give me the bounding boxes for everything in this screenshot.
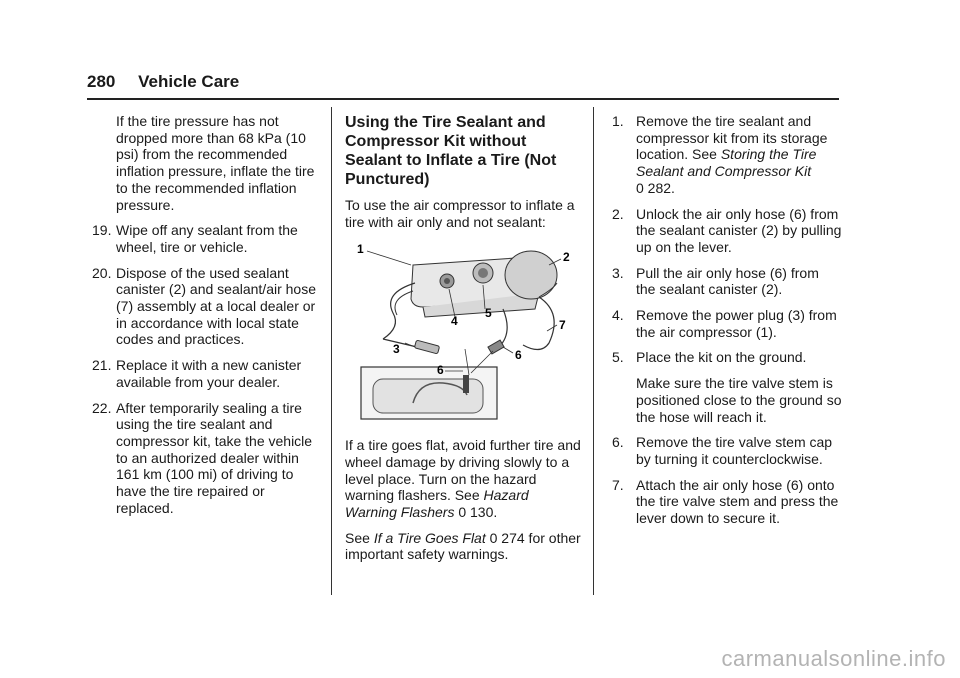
step-number: 5. [612, 349, 624, 366]
para-text-end: for other important safety warnings. [345, 529, 581, 563]
page-header [87, 72, 239, 92]
callout-1: 1 [357, 243, 364, 257]
section-heading: Using the Tire Sealant and Compressor Kit without Sealant to Inflate a Tire (Not Punctured) [345, 114, 557, 188]
step-text: Place the kit on the ground. [636, 349, 807, 366]
step-21 [92, 357, 324, 390]
step-number: 4. [612, 307, 624, 324]
column-right [612, 113, 842, 536]
continuation-paragraph: If the tire pressure has not dropped more than 68 kPa (10 psi) from the recommended inflation pressure, inflate the tire to the recommended inflation pressure. [116, 113, 315, 213]
page-ref[interactable]: 0 274 [489, 529, 525, 546]
step-text: Replace it with a new canister available from your dealer. [116, 357, 302, 390]
step-19 [92, 222, 324, 255]
callout-4: 4 [451, 314, 458, 329]
step-2 [612, 206, 842, 256]
compressor-kit-illustration [353, 243, 575, 421]
step-number: 2. [612, 205, 624, 222]
page-ref[interactable]: 0 282 [636, 179, 672, 196]
column-divider-2 [593, 107, 594, 595]
callout-6-inset: 6 [437, 363, 444, 378]
step-text: Attach the air only hose (6) onto the tire valve stem and press the lever down to secure it. [636, 476, 839, 527]
step-22 [92, 400, 324, 517]
header-rule [87, 98, 839, 100]
step-3 [612, 265, 842, 298]
step-text: Remove the tire valve stem cap by turning it counterclockwise. [636, 434, 833, 467]
tire-goes-flat-link[interactable]: If a Tire Goes Flat [373, 529, 486, 546]
hazard-flashers-link[interactable]: Hazard Warning Flashers [345, 487, 529, 520]
intro-paragraph: To use the air compressor to inflate a tire with air only and not sealant: [345, 197, 575, 230]
step-number: 19. [92, 222, 112, 239]
step-5-note: Make sure the tire valve stem is positioned close to the ground so the hose will reach it. [636, 375, 842, 425]
step-number: 20. [92, 264, 112, 281]
step-text: Remove the tire sealant and compressor kit from its storage location. See [636, 113, 828, 163]
page-number: 280 [87, 72, 116, 91]
column-middle [345, 113, 583, 572]
page-ref[interactable]: 0 130 [458, 503, 494, 520]
step-number: 3. [612, 264, 624, 281]
step-text: Wipe off any sealant from the wheel, tire or vehicle. [116, 222, 298, 255]
step-number: 1. [612, 113, 624, 129]
para-text-end: . [493, 503, 498, 520]
callout-7: 7 [559, 318, 566, 333]
step-number: 22. [92, 399, 112, 416]
step-1 [612, 113, 842, 197]
para-text: See [345, 529, 374, 546]
step-7 [612, 477, 842, 527]
callout-5: 5 [485, 306, 492, 321]
section-title: Vehicle Care [138, 72, 240, 91]
step-text: Unlock the air only hose (6) from the sealant canister (2) by pulling up on the lever. [636, 205, 842, 255]
step-text: After temporarily sealing a tire using the tire sealant and compressor kit, take the vehicle to an authorized dealer within 161 km (100 mi) of driving to have the tire repaired or replaced. [116, 399, 313, 516]
step-number: 7. [612, 476, 624, 493]
step-20 [92, 265, 324, 349]
step-6 [612, 434, 842, 467]
step-5 [612, 349, 842, 366]
para-text: If a tire goes flat, avoid further tire and wheel damage by driving slowly to a level place. Turn on the hazard warning flashers. See [345, 437, 581, 504]
watermark: carmanualsonline.info [721, 646, 946, 671]
storing-kit-link[interactable]: Storing the Tire Sealant and Compressor Kit [636, 146, 817, 180]
step-number: 21. [92, 357, 112, 374]
flat-tire-paragraph [345, 437, 583, 521]
step-text-end: . [671, 179, 675, 196]
step-number: 6. [612, 434, 624, 451]
callout-3: 3 [393, 342, 400, 357]
safety-paragraph [345, 530, 583, 563]
column-divider-1 [331, 107, 332, 595]
column-left [92, 113, 324, 525]
step-text: Remove the power plug (3) from the air compressor (1). [636, 307, 837, 340]
step-text: Pull the air only hose (6) from the sealant canister (2). [636, 264, 819, 298]
step-4 [612, 307, 842, 340]
callout-6: 6 [515, 348, 522, 363]
callout-2: 2 [563, 250, 570, 265]
step-text: Dispose of the used sealant canister (2) and sealant/air hose (7) assembly at a local dealer or in accordance with local state codes and practices. [116, 264, 316, 348]
